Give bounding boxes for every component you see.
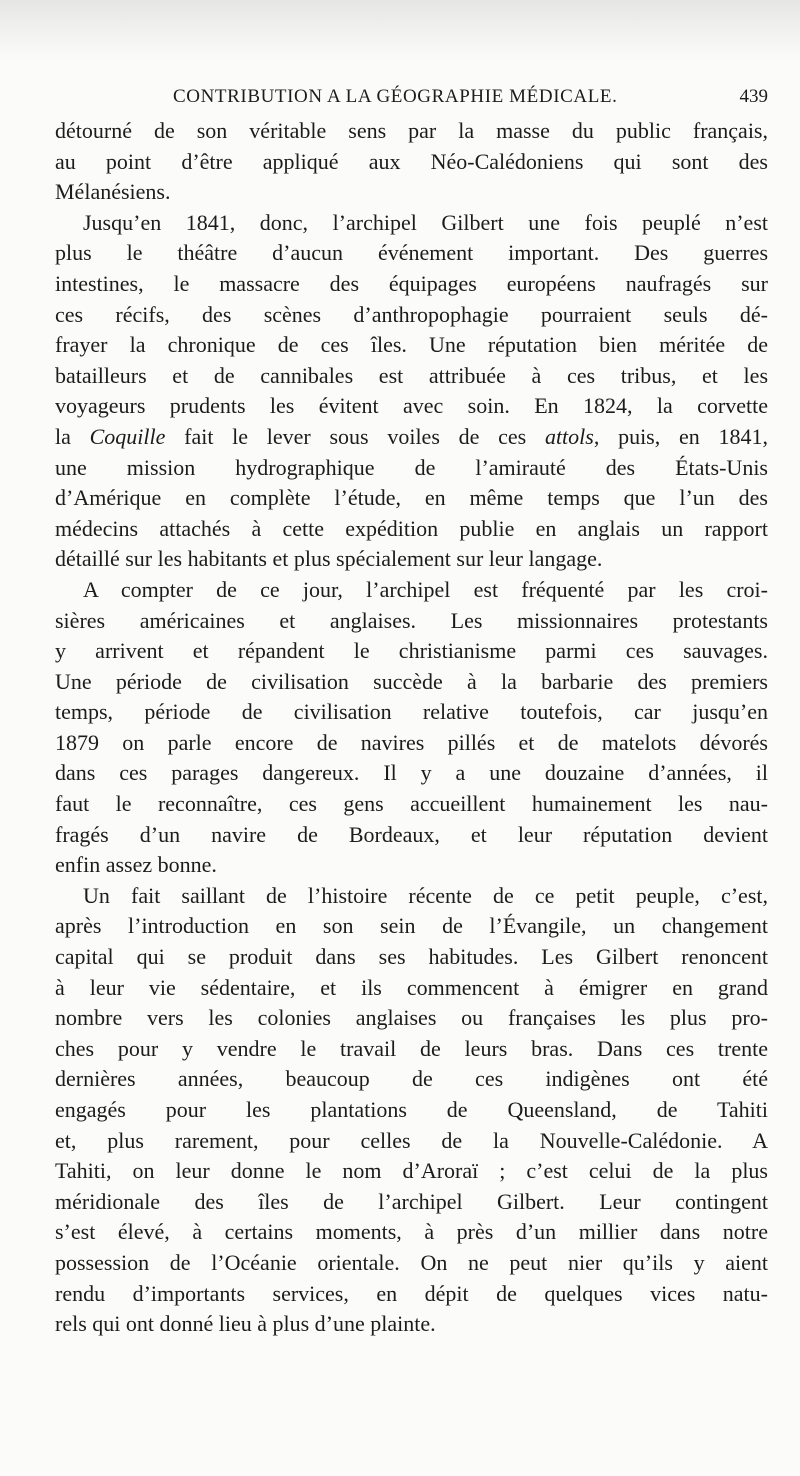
text-line: une mission hydrographique de l’amirauté des États-Unis <box>55 454 768 480</box>
text-line: temps, période de civilisation relative toutefois, car jusqu’en <box>55 699 768 725</box>
text-line: détourné de son véritable sens par la masse du public français, <box>55 118 768 143</box>
text-line: batailleurs et de cannibales est attribuée à ces tribus, et les <box>55 362 768 388</box>
paragraph <box>55 208 768 575</box>
italic-word: Coquille <box>89 423 166 449</box>
paragraph <box>55 881 768 1340</box>
text-line: A compter de ce jour, l’archipel est fréquenté par les croi- <box>83 576 768 602</box>
text-line: d’Amérique en complète l’étude, en même temps que l’un des <box>55 485 768 511</box>
text-line: intestines, le massacre des équipages européens naufragés sur <box>55 270 768 296</box>
text-line: sières américaines et anglaises. Les missionnaires protestants <box>55 607 768 633</box>
text-line: méridionale des îles de l’archipel Gilbert. Leur contingent <box>55 1188 768 1214</box>
italic-word: attols <box>544 423 594 449</box>
text-line: engagés pour les plantations de Queensland, de Tahiti <box>55 1097 768 1122</box>
text-line: détaillé sur les habitants et plus spécialement sur leur langage. <box>55 546 603 572</box>
text-line: possession de l’Océanie orientale. On ne peut nier qu’ils y aient <box>55 1249 768 1275</box>
body-text <box>55 116 768 1340</box>
text-line: rendu d’importants services, en dépit de quelques vices natu- <box>55 1280 768 1306</box>
text-line: frayer la chronique de ces îles. Une réputation bien méritée de <box>55 332 768 358</box>
text-line: dernières années, beaucoup de ces indigènes ont été <box>55 1066 768 1092</box>
text-line: Mélanésiens. <box>55 179 171 205</box>
text-line: y arrivent et répandent le christianisme parmi ces sauvages. <box>55 638 768 664</box>
text-line: plus le théâtre d’aucun événement important. Des guerres <box>55 240 768 266</box>
text-line: Une période de civilisation succède à la barbarie des premiers <box>55 668 768 694</box>
scan-edge <box>0 0 800 60</box>
text-line: capital qui se produit dans ses habitudes. Les Gilbert renoncent <box>55 944 768 970</box>
text-line: ches pour y vendre le travail de leurs bras. Dans ces trente <box>55 1035 768 1061</box>
paragraph <box>55 575 768 881</box>
text-line: Un fait saillant de l’histoire récente de ce petit peuple, c’est, <box>83 882 768 908</box>
text-line: Tahiti, on leur donne le nom d’Aroraï ; c’est celui de la plus <box>55 1158 768 1184</box>
page-number: 439 <box>739 86 768 107</box>
text-line: ces récifs, des scènes d’anthropophagie pourraient seuls dé- <box>55 301 768 327</box>
text-line: au point d’être appliqué aux Néo-Calédoniens qui sont des <box>55 148 768 174</box>
text-line: dans ces parages dangereux. Il y a une douzaine d’années, il <box>55 760 768 786</box>
text-line: rels qui ont donné lieu à plus d’une plainte. <box>55 1311 436 1337</box>
text-line: après l’introduction en son sein de l’Évangile, un changement <box>55 913 768 939</box>
paragraph <box>55 116 768 208</box>
text-line: faut le reconnaître, ces gens accueillent humainement les nau- <box>55 791 768 817</box>
text-line: nombre vers les colonies anglaises ou françaises les plus pro- <box>55 1005 768 1031</box>
text-line-with-italics: la Coquille fait le lever sous voiles de ces attols, puis, en 1841, <box>55 423 768 449</box>
text-line: enfin assez bonne. <box>55 852 217 878</box>
text-line: médecins attachés à cette expédition publie en anglais un rapport <box>55 515 768 541</box>
text-line: à leur vie sédentaire, et ils commencent à émigrer en grand <box>55 974 768 1000</box>
page-header <box>55 80 768 114</box>
text-line: 1879 on parle encore de navires pillés et de matelots dévorés <box>55 729 768 755</box>
text-line: s’est élevé, à certains moments, à près d’un millier dans notre <box>55 1219 768 1245</box>
text-line: Jusqu’en 1841, donc, l’archipel Gilbert une fois peuplé n’est <box>83 209 768 235</box>
running-title: CONTRIBUTION A LA GÉOGRAPHIE MÉDICALE. <box>173 86 618 107</box>
text-line: voyageurs prudents les évitent avec soin. En 1824, la corvette <box>55 393 768 419</box>
text-line: fragés d’un navire de Bordeaux, et leur réputation devient <box>55 821 768 847</box>
text-line: et, plus rarement, pour celles de la Nouvelle-Calédonie. A <box>55 1127 768 1153</box>
